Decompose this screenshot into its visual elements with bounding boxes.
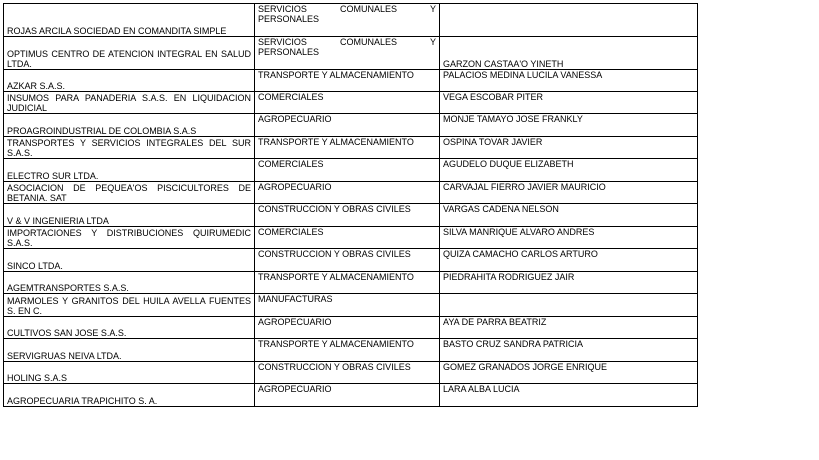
person-cell: QUIZA CAMACHO CARLOS ARTURO: [440, 249, 698, 272]
sector-cell: TRANSPORTE Y ALMACENAMIENTO: [255, 70, 440, 92]
sector-cell: CONSTRUCCION Y OBRAS CIVILES: [255, 249, 440, 272]
person-cell: LARA ALBA LUCIA: [440, 384, 698, 407]
table-row: [4, 70, 698, 92]
sector-cell: AGROPECUARIO: [255, 182, 440, 204]
table-row: [4, 362, 698, 384]
company-cell: PROAGROINDUSTRIAL DE COLOMBIA S.A.S: [4, 114, 255, 137]
table-row: [4, 204, 698, 227]
table-row: [4, 4, 698, 37]
person-cell: VEGA ESCOBAR PITER: [440, 92, 698, 114]
table-row: [4, 182, 698, 204]
company-cell: ROJAS ARCILA SOCIEDAD EN COMANDITA SIMPLE: [4, 4, 255, 37]
person-cell: AGUDELO DUQUE ELIZABETH: [440, 159, 698, 182]
table-row: [4, 114, 698, 137]
person-cell: AYA DE PARRA BEATRIZ: [440, 317, 698, 339]
company-cell: SERVIGRUAS NEIVA LTDA.: [4, 339, 255, 362]
sector-cell: TRANSPORTE Y ALMACENAMIENTO: [255, 272, 440, 294]
company-cell: AGEMTRANSPORTES S.A.S.: [4, 272, 255, 294]
company-cell: SINCO LTDA.: [4, 249, 255, 272]
person-cell: OSPINA TOVAR JAVIER: [440, 137, 698, 159]
sector-cell: CONSTRUCCION Y OBRAS CIVILES: [255, 204, 440, 227]
company-cell: TRANSPORTES Y SERVICIOS INTEGRALES DEL SUR S.A.S.: [4, 137, 255, 159]
table-row: [4, 159, 698, 182]
person-cell: BASTO CRUZ SANDRA PATRICIA: [440, 339, 698, 362]
person-cell: VARGAS CADENA NELSON: [440, 204, 698, 227]
sector-cell: AGROPECUARIO: [255, 114, 440, 137]
sector-cell: COMERCIALES: [255, 227, 440, 249]
person-cell: PALACIOS MEDINA LUCILA VANESSA: [440, 70, 698, 92]
table-row: [4, 92, 698, 114]
person-cell: GOMEZ GRANADOS JORGE ENRIQUE: [440, 362, 698, 384]
person-cell: MONJE TAMAYO JOSE FRANKLY: [440, 114, 698, 137]
table-row: [4, 294, 698, 317]
company-cell: ASOCIACION DE PEQUEA'OS PISCICULTORES DE BETANIA. SAT: [4, 182, 255, 204]
company-cell: AGROPECUARIA TRAPICHITO S. A.: [4, 384, 255, 407]
sector-cell: MANUFACTURAS: [255, 294, 440, 317]
company-cell: INSUMOS PARA PANADERIA S.A.S. EN LIQUIDACION JUDICIAL: [4, 92, 255, 114]
company-cell: ELECTRO SUR LTDA.: [4, 159, 255, 182]
person-cell: GARZON CASTAA'O YINETH: [440, 37, 698, 70]
table-row: [4, 227, 698, 249]
person-cell: PIEDRAHITA RODRIGUEZ JAIR: [440, 272, 698, 294]
table-row: [4, 37, 698, 70]
sector-cell: TRANSPORTE Y ALMACENAMIENTO: [255, 339, 440, 362]
sector-cell: SERVICIOS COMUNALES Y PERSONALES: [255, 37, 440, 70]
company-cell: MARMOLES Y GRANITOS DEL HUILA AVELLA FUENTES S. EN C.: [4, 294, 255, 317]
company-cell: AZKAR S.A.S.: [4, 70, 255, 92]
sector-cell: COMERCIALES: [255, 92, 440, 114]
table-row: [4, 339, 698, 362]
sector-cell: COMERCIALES: [255, 159, 440, 182]
company-cell: OPTIMUS CENTRO DE ATENCION INTEGRAL EN SALUD LTDA.: [4, 37, 255, 70]
person-cell: CARVAJAL FIERRO JAVIER MAURICIO: [440, 182, 698, 204]
sector-cell: CONSTRUCCION Y OBRAS CIVILES: [255, 362, 440, 384]
table-row: [4, 384, 698, 407]
person-cell: [440, 294, 698, 317]
companies-table: [3, 3, 698, 407]
person-cell: [440, 4, 698, 37]
sector-cell: AGROPECUARIO: [255, 384, 440, 407]
company-cell: IMPORTACIONES Y DISTRIBUCIONES QUIRUMEDIC S.A.S.: [4, 227, 255, 249]
table-row: [4, 272, 698, 294]
sector-cell: AGROPECUARIO: [255, 317, 440, 339]
sector-cell: SERVICIOS COMUNALES Y PERSONALES: [255, 4, 440, 37]
company-cell: HOLING S.A.S: [4, 362, 255, 384]
table-row: [4, 317, 698, 339]
table-row: [4, 137, 698, 159]
person-cell: SILVA MANRIQUE ALVARO ANDRES: [440, 227, 698, 249]
company-cell: CULTIVOS SAN JOSE S.A.S.: [4, 317, 255, 339]
company-cell: V & V INGENIERIA LTDA: [4, 204, 255, 227]
sector-cell: TRANSPORTE Y ALMACENAMIENTO: [255, 137, 440, 159]
table-row: [4, 249, 698, 272]
